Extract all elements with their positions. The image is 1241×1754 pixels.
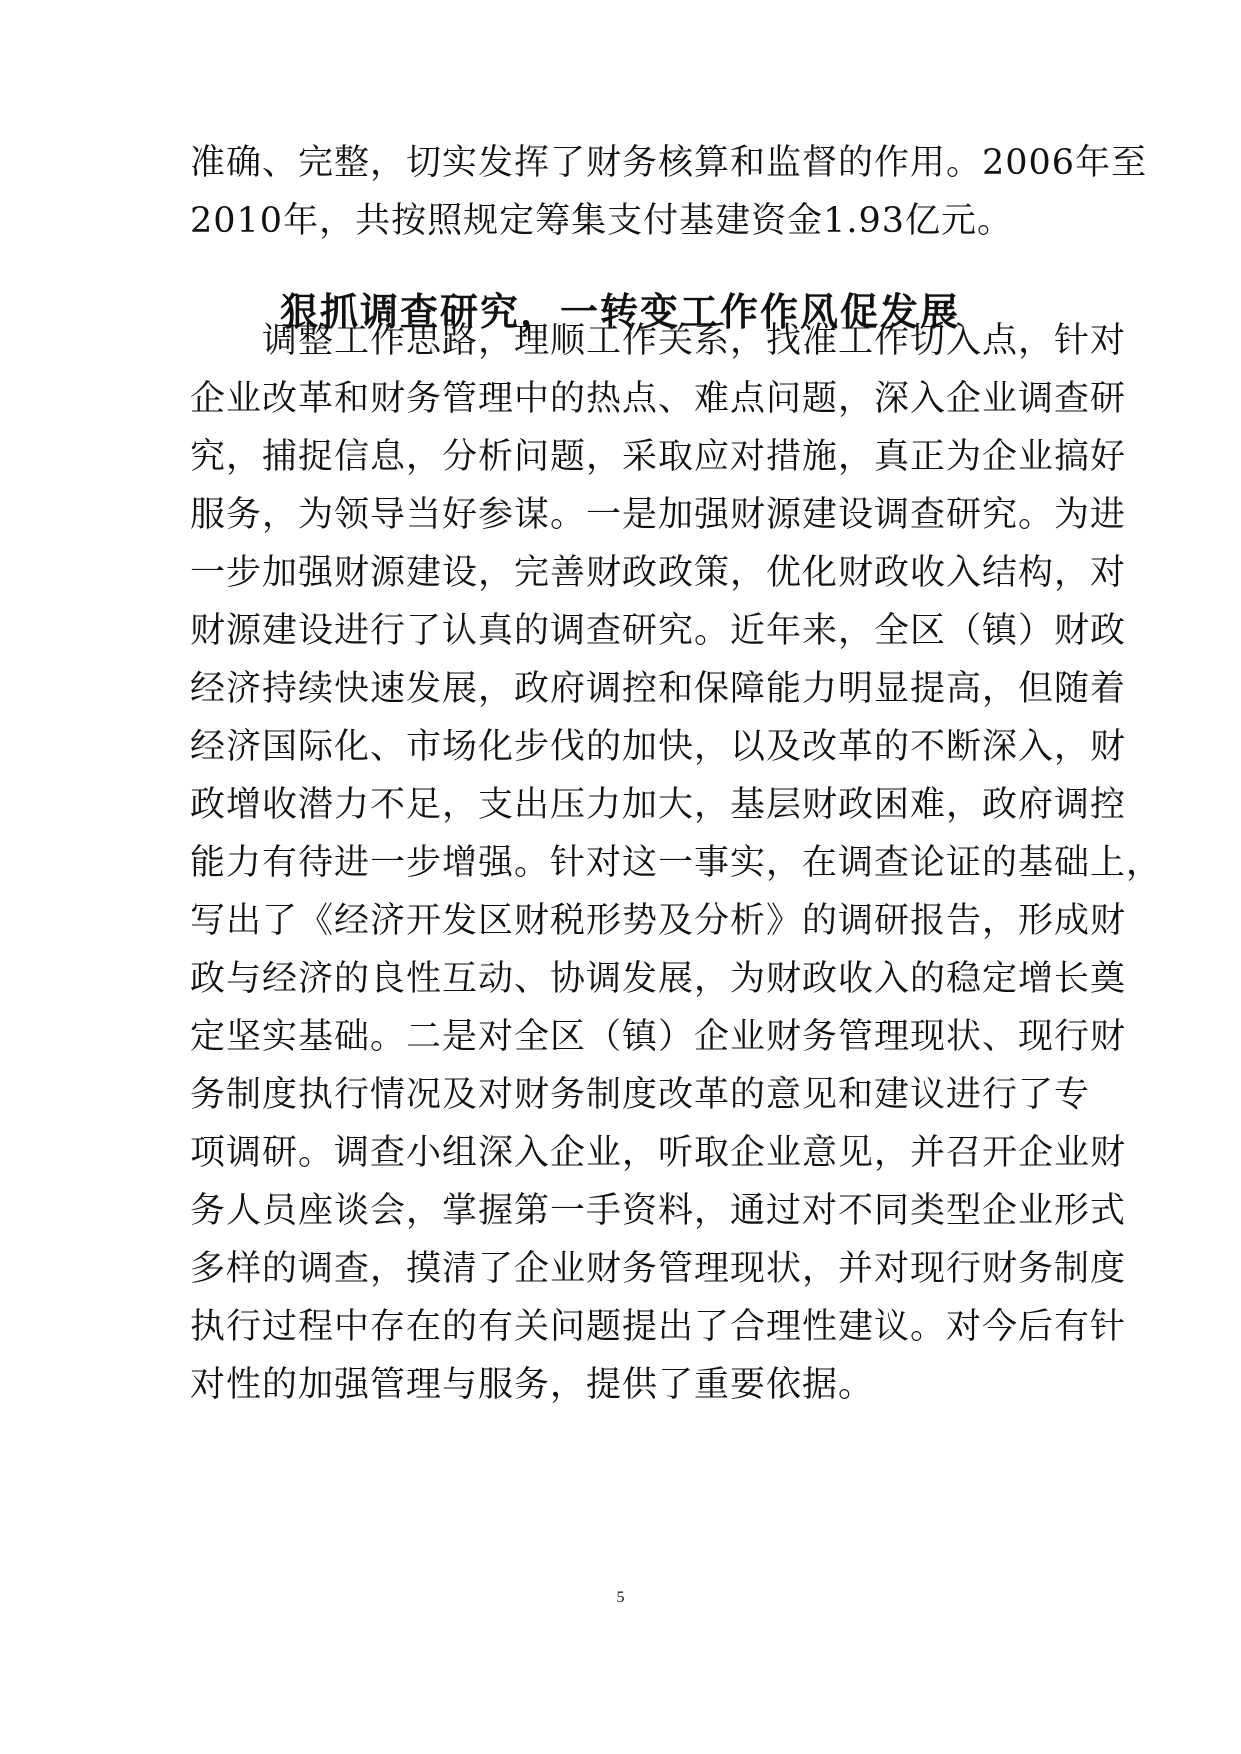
- text-line: 项调研。调查小组深入企业，听取企业意见，并召开企业财: [190, 1133, 1127, 1173]
- text-line: 定坚实基础。二是对全区（镇）企业财务管理现状、现行财: [190, 1017, 1127, 1057]
- text-line: 一步加强财源建设，完善财政政策，优化财政收入结构，对: [190, 553, 1127, 593]
- text-line: 能力有待进一步增强。针对这一事实，在调查论证的基础上，: [190, 843, 1163, 883]
- text-line: 准确、完整，切实发挥了财务核算和监督的作用。2006年至: [190, 143, 1148, 183]
- text-line: 服务，为领导当好参谋。一是加强财源建设调查研究。为进: [190, 495, 1127, 535]
- section-heading: 狠抓调查研究，一转变工作作风促发展: [279, 290, 960, 334]
- text-line: 企业改革和财务管理中的热点、难点问题，深入企业调查研: [190, 379, 1127, 419]
- text-line: 写出了《经济开发区财税形势及分析》的调研报告，形成财: [190, 901, 1127, 941]
- text-line: 务制度执行情况及对财务制度改革的意见和建议进行了专: [190, 1075, 1091, 1115]
- text-line: 财源建设进行了认真的调查研究。近年来，全区（镇）财政: [190, 611, 1127, 651]
- text-line: 经济国际化、市场化步伐的加快，以及改革的不断深入，财: [190, 727, 1127, 767]
- text-line: 务人员座谈会，掌握第一手资料，通过对不同类型企业形式: [190, 1191, 1127, 1231]
- text-line: 政与经济的良性互动、协调发展，为财政收入的稳定增长奠: [190, 959, 1127, 999]
- text-line: 调整工作思路，理顺工作关系，找准工作切入点，针对: [190, 321, 1127, 361]
- text-line: 究，捕捉信息，分析问题，采取应对措施，真正为企业搞好: [190, 437, 1127, 477]
- page-number: 5: [616, 1589, 625, 1606]
- text-line: 多样的调查，摸清了企业财务管理现状，并对现行财务制度: [190, 1249, 1127, 1289]
- text-line: 执行过程中存在的有关问题提出了合理性建议。对今后有针: [190, 1307, 1127, 1347]
- text-line: 经济持续快速发展，政府调控和保障能力明显提高，但随着: [190, 669, 1127, 709]
- text-line: 政增收潜力不足，支出压力加大，基层财政困难，政府调控: [190, 785, 1127, 825]
- text-line: 2010年，共按照规定筹集支付基建资金1.93亿元。: [190, 201, 1014, 241]
- text-line: 对性的加强管理与服务，提供了重要依据。: [190, 1365, 875, 1405]
